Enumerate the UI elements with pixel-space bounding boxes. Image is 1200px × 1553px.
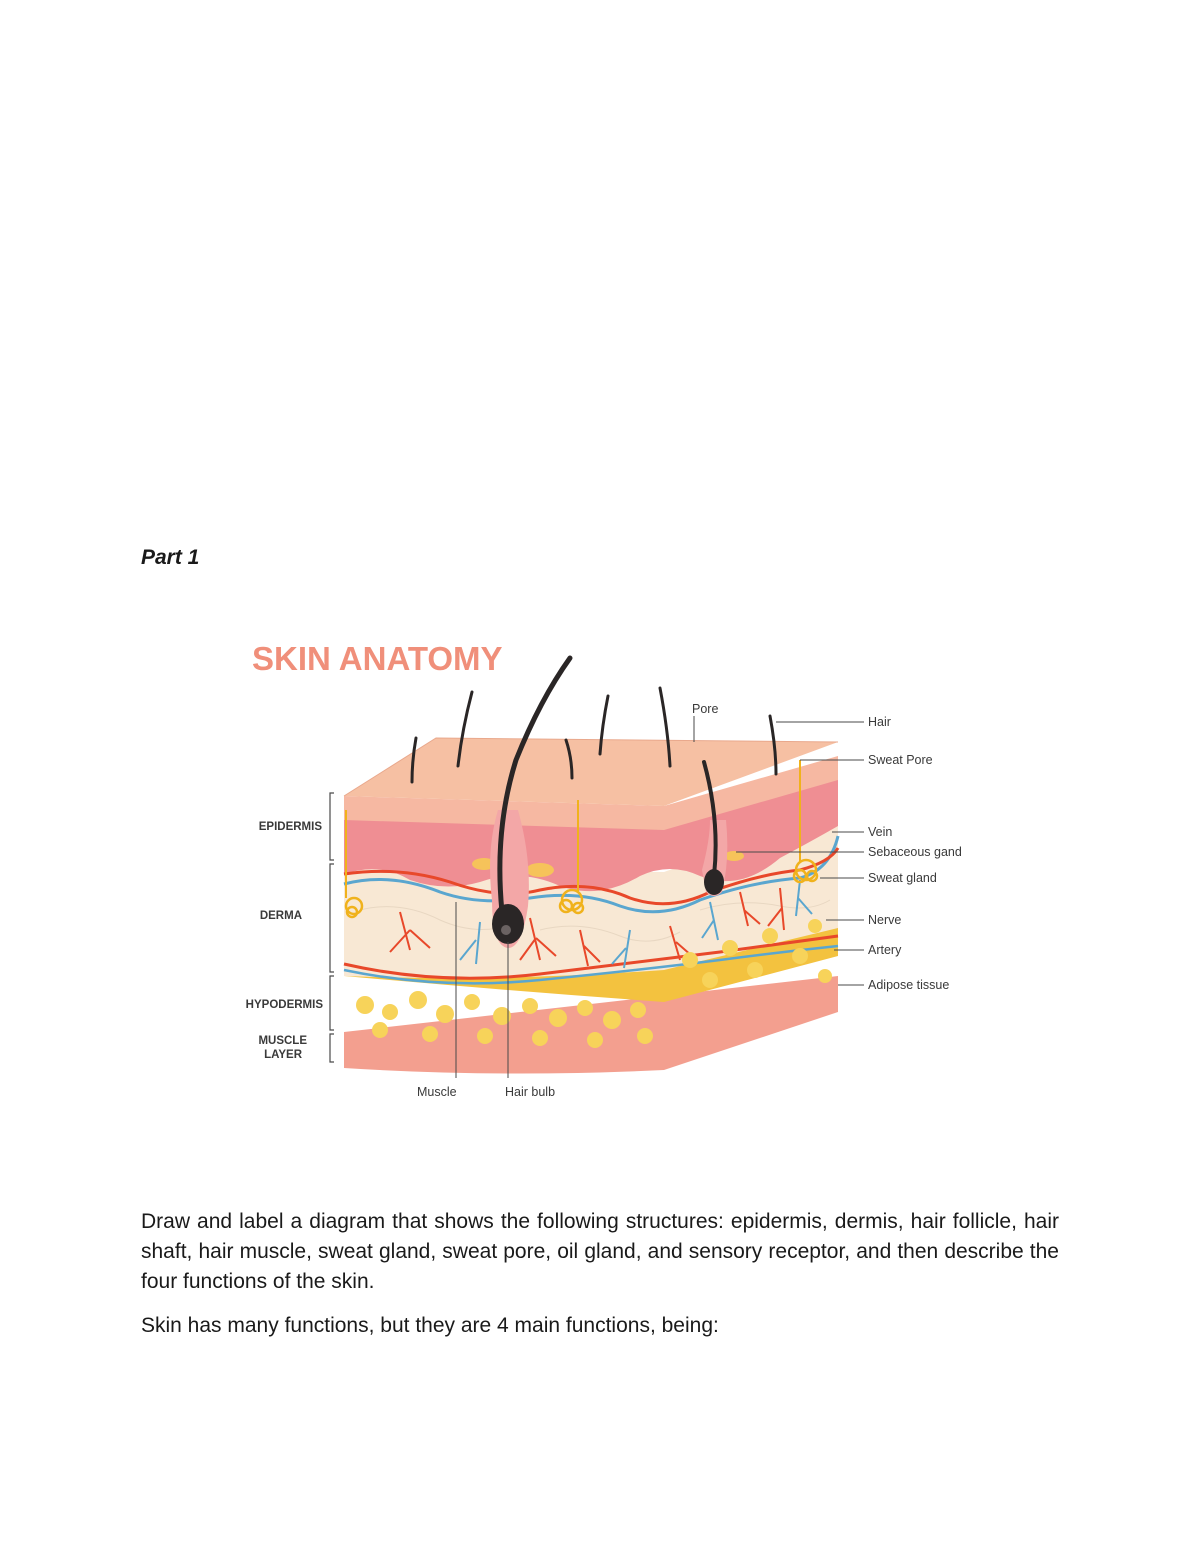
label-sebaceous-gland: Sebaceous gand [868, 845, 962, 859]
label-nerve: Nerve [868, 913, 902, 927]
label-hair: Hair [868, 715, 891, 729]
skin-anatomy-illustration [240, 630, 980, 1110]
label-pore: Pore [692, 702, 719, 716]
label-muscle: Muscle [417, 1085, 457, 1099]
layer-brackets [330, 793, 334, 1062]
functions-intro-paragraph: Skin has many functions, but they are 4 main functions, being: [141, 1314, 719, 1337]
part-heading: Part 1 [141, 546, 200, 569]
label-vein: Vein [868, 825, 893, 839]
layer-label-epidermis: EPIDERMIS [258, 821, 322, 833]
instructions-paragraph: Draw and label a diagram that shows the following structures: epidermis, dermis, hair follicle, hair shaft, hair muscle, sweat gland, sweat pore, oil gland, and sensory receptor, and then describe the four functions of the skin. [141, 1210, 1059, 1293]
layer-label-hypodermis: HYPODERMIS [245, 999, 323, 1011]
hair-bulb [492, 904, 524, 944]
skin-anatomy-figure [240, 630, 980, 1110]
layer-label-muscle-line2: LAYER [264, 1049, 302, 1061]
label-adipose-tissue: Adipose tissue [868, 978, 950, 992]
label-sweat-pore: Sweat Pore [868, 753, 933, 767]
label-artery: Artery [868, 943, 902, 957]
figure-title: SKIN ANATOMY [252, 640, 503, 677]
label-sweat-gland: Sweat gland [868, 871, 937, 885]
label-hair-bulb: Hair bulb [505, 1085, 556, 1099]
layer-label-muscle-line1: MUSCLE [258, 1035, 307, 1047]
layer-label-derma: DERMA [259, 910, 302, 922]
